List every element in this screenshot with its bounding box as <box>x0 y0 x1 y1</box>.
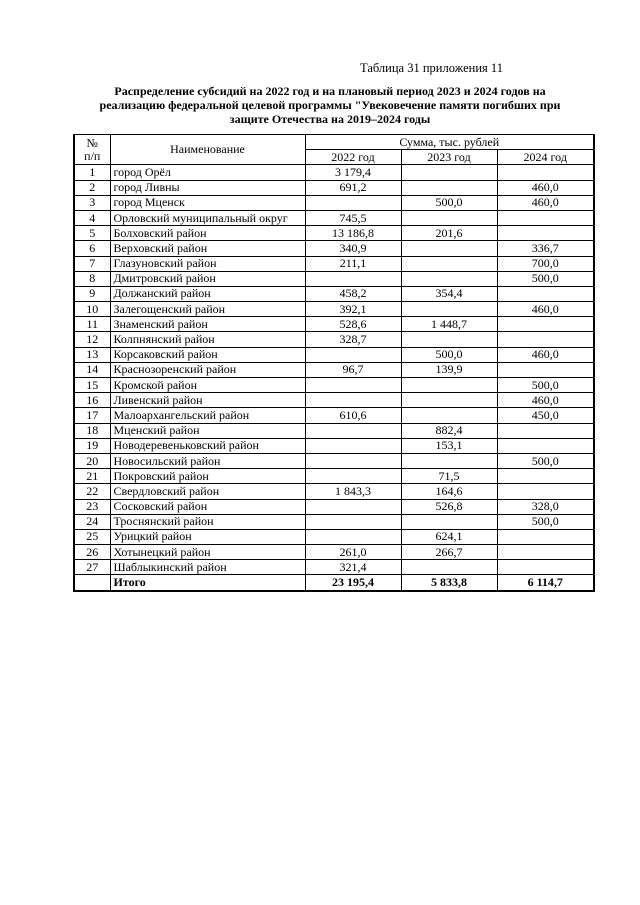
row-value-2024: 328,0 <box>497 499 594 514</box>
row-name: Хотынецкий район <box>110 545 305 560</box>
row-name: Мценский район <box>110 423 305 438</box>
row-value-2023 <box>401 453 497 468</box>
header-num <box>74 135 110 165</box>
row-value-2022: 96,7 <box>305 362 401 377</box>
row-value-2024: 460,0 <box>497 347 594 362</box>
row-name: Колпнянский район <box>110 332 305 347</box>
table-row <box>74 545 594 560</box>
table-row <box>74 408 594 423</box>
table-row <box>74 180 594 195</box>
row-value-2024 <box>497 560 594 575</box>
row-name: Залегощенский район <box>110 302 305 317</box>
row-number: 17 <box>74 408 110 423</box>
row-value-2023: 164,6 <box>401 484 497 499</box>
row-name: Покровский район <box>110 469 305 484</box>
row-number: 27 <box>74 560 110 575</box>
row-number: 12 <box>74 332 110 347</box>
row-value-2023 <box>401 408 497 423</box>
row-value-2022 <box>305 453 401 468</box>
title-line: защите Отечества на 2019–2024 годы <box>229 112 431 126</box>
row-value-2023: 139,9 <box>401 362 497 377</box>
row-value-2022 <box>305 514 401 529</box>
row-value-2022 <box>305 195 401 210</box>
row-value-2022 <box>305 529 401 544</box>
table-row <box>74 378 594 393</box>
row-value-2024: 500,0 <box>497 453 594 468</box>
row-number: 20 <box>74 453 110 468</box>
row-value-2022: 745,5 <box>305 210 401 225</box>
row-value-2024 <box>497 332 594 347</box>
row-value-2024: 460,0 <box>497 180 594 195</box>
row-value-2022: 321,4 <box>305 560 401 575</box>
row-number: 1 <box>74 165 110 180</box>
row-number: 18 <box>74 423 110 438</box>
row-number: 10 <box>74 302 110 317</box>
row-name: Троснянский район <box>110 514 305 529</box>
subsidy-table <box>73 134 595 592</box>
row-value-2024 <box>497 438 594 453</box>
table-row <box>74 423 594 438</box>
row-value-2023: 500,0 <box>401 347 497 362</box>
row-name: Малоархангельский район <box>110 408 305 423</box>
row-value-2023 <box>401 560 497 575</box>
table-row <box>74 195 594 210</box>
row-name: Болховский район <box>110 226 305 241</box>
row-value-2022: 211,1 <box>305 256 401 271</box>
row-value-2024 <box>497 210 594 225</box>
table-row <box>74 514 594 529</box>
table-row <box>74 453 594 468</box>
row-name: Сосковский район <box>110 499 305 514</box>
row-value-2024 <box>497 286 594 301</box>
row-value-2023: 354,4 <box>401 286 497 301</box>
row-number: 23 <box>74 499 110 514</box>
table-row <box>74 438 594 453</box>
header-num-abbr: п/п <box>84 148 101 163</box>
total-2023: 5 833,8 <box>401 575 497 591</box>
row-value-2024: 336,7 <box>497 241 594 256</box>
row-value-2023: 153,1 <box>401 438 497 453</box>
table-row <box>74 302 594 317</box>
row-value-2023: 71,5 <box>401 469 497 484</box>
row-name: Глазуновский район <box>110 256 305 271</box>
row-value-2022 <box>305 378 401 393</box>
row-value-2022 <box>305 271 401 286</box>
row-number: 6 <box>74 241 110 256</box>
row-value-2022: 328,7 <box>305 332 401 347</box>
row-value-2022: 528,6 <box>305 317 401 332</box>
row-value-2024 <box>497 362 594 377</box>
row-name: Шаблыкинский район <box>110 560 305 575</box>
row-value-2022: 3 179,4 <box>305 165 401 180</box>
table-reference: Таблица 31 приложения 11 <box>360 61 503 75</box>
row-value-2022: 1 843,3 <box>305 484 401 499</box>
row-value-2022 <box>305 347 401 362</box>
row-name: Корсаковский район <box>110 347 305 362</box>
table-row <box>74 165 594 180</box>
row-value-2024: 450,0 <box>497 408 594 423</box>
row-value-2023 <box>401 514 497 529</box>
row-number: 16 <box>74 393 110 408</box>
row-value-2024 <box>497 423 594 438</box>
row-name: Урицкий район <box>110 529 305 544</box>
row-value-2024: 700,0 <box>497 256 594 271</box>
row-number: 26 <box>74 545 110 560</box>
row-name: Кромской район <box>110 378 305 393</box>
row-value-2023 <box>401 256 497 271</box>
row-number: 24 <box>74 514 110 529</box>
row-name: Краснозоренский район <box>110 362 305 377</box>
total-2024: 6 114,7 <box>497 575 594 591</box>
row-value-2024 <box>497 469 594 484</box>
row-value-2024: 500,0 <box>497 514 594 529</box>
row-value-2023 <box>401 165 497 180</box>
row-value-2024: 460,0 <box>497 302 594 317</box>
table-row <box>74 286 594 301</box>
row-name: Орловский муниципальный округ <box>110 210 305 225</box>
row-value-2024 <box>497 484 594 499</box>
row-value-2023: 201,6 <box>401 226 497 241</box>
table-row <box>74 484 594 499</box>
row-value-2023 <box>401 210 497 225</box>
header-year-2024: 2024 год <box>497 150 594 165</box>
row-value-2024: 460,0 <box>497 195 594 210</box>
row-value-2023: 624,1 <box>401 529 497 544</box>
row-value-2024 <box>497 529 594 544</box>
header-num-symbol: № <box>86 135 98 150</box>
header-year-2023: 2023 год <box>401 150 497 165</box>
row-name: Ливенский район <box>110 393 305 408</box>
row-value-2023: 526,8 <box>401 499 497 514</box>
table-row <box>74 317 594 332</box>
row-value-2023 <box>401 378 497 393</box>
row-name: город Мценск <box>110 195 305 210</box>
row-number: 19 <box>74 438 110 453</box>
row-name: Дмитровский район <box>110 271 305 286</box>
row-number: 25 <box>74 529 110 544</box>
header-year-2022: 2022 год <box>305 150 401 165</box>
row-value-2022 <box>305 393 401 408</box>
title-line: Распределение субсидий на 2022 год и на плановый период 2023 и 2024 годов на <box>114 84 546 98</box>
row-value-2022 <box>305 499 401 514</box>
row-value-2022: 458,2 <box>305 286 401 301</box>
row-value-2024: 500,0 <box>497 271 594 286</box>
table-row <box>74 332 594 347</box>
row-value-2024 <box>497 226 594 241</box>
table-row <box>74 529 594 544</box>
row-value-2022: 261,0 <box>305 545 401 560</box>
row-number: 14 <box>74 362 110 377</box>
table-row <box>74 210 594 225</box>
row-value-2023: 1 448,7 <box>401 317 497 332</box>
row-value-2023 <box>401 393 497 408</box>
row-value-2024 <box>497 165 594 180</box>
header-name: Наименование <box>110 135 305 165</box>
row-value-2024 <box>497 545 594 560</box>
table-row <box>74 499 594 514</box>
row-value-2023 <box>401 302 497 317</box>
row-number: 9 <box>74 286 110 301</box>
total-label: Итого <box>110 575 305 591</box>
table-row <box>74 362 594 377</box>
document-title <box>70 84 590 126</box>
table-row <box>74 393 594 408</box>
table-row <box>74 226 594 241</box>
table-row <box>74 241 594 256</box>
row-name: Новосильский район <box>110 453 305 468</box>
row-value-2024: 500,0 <box>497 378 594 393</box>
table-row <box>74 560 594 575</box>
row-name: Новодеревеньковский район <box>110 438 305 453</box>
row-number: 5 <box>74 226 110 241</box>
row-value-2024: 460,0 <box>497 393 594 408</box>
row-value-2023 <box>401 241 497 256</box>
row-number: 13 <box>74 347 110 362</box>
row-name: город Ливны <box>110 180 305 195</box>
row-value-2022 <box>305 469 401 484</box>
row-value-2023 <box>401 180 497 195</box>
table-header <box>74 135 594 165</box>
row-value-2023: 266,7 <box>401 545 497 560</box>
row-name: Свердловский район <box>110 484 305 499</box>
row-value-2022: 610,6 <box>305 408 401 423</box>
row-value-2022: 691,2 <box>305 180 401 195</box>
row-value-2022: 392,1 <box>305 302 401 317</box>
table-row <box>74 271 594 286</box>
table-row <box>74 347 594 362</box>
row-number: 15 <box>74 378 110 393</box>
row-name: Верховский район <box>110 241 305 256</box>
row-number: 22 <box>74 484 110 499</box>
row-value-2023: 500,0 <box>401 195 497 210</box>
table-body <box>74 165 594 575</box>
row-value-2022 <box>305 438 401 453</box>
row-value-2023 <box>401 271 497 286</box>
row-number: 3 <box>74 195 110 210</box>
row-number: 2 <box>74 180 110 195</box>
title-line: реализацию федеральной целевой программы "Увековечение памяти погибших при <box>99 98 561 112</box>
row-value-2022: 13 186,8 <box>305 226 401 241</box>
table-row <box>74 469 594 484</box>
row-number: 4 <box>74 210 110 225</box>
row-number: 11 <box>74 317 110 332</box>
row-name: Знаменский район <box>110 317 305 332</box>
row-number: 7 <box>74 256 110 271</box>
total-2022: 23 195,4 <box>305 575 401 591</box>
row-value-2022 <box>305 423 401 438</box>
row-value-2022: 340,9 <box>305 241 401 256</box>
row-name: город Орёл <box>110 165 305 180</box>
row-number: 21 <box>74 469 110 484</box>
table-row <box>74 256 594 271</box>
header-sum: Сумма, тыс. рублей <box>305 135 594 150</box>
row-name: Должанский район <box>110 286 305 301</box>
total-num-cell <box>74 575 110 591</box>
row-value-2024 <box>497 317 594 332</box>
total-row <box>74 575 594 591</box>
row-value-2023: 882,4 <box>401 423 497 438</box>
row-number: 8 <box>74 271 110 286</box>
row-value-2023 <box>401 332 497 347</box>
